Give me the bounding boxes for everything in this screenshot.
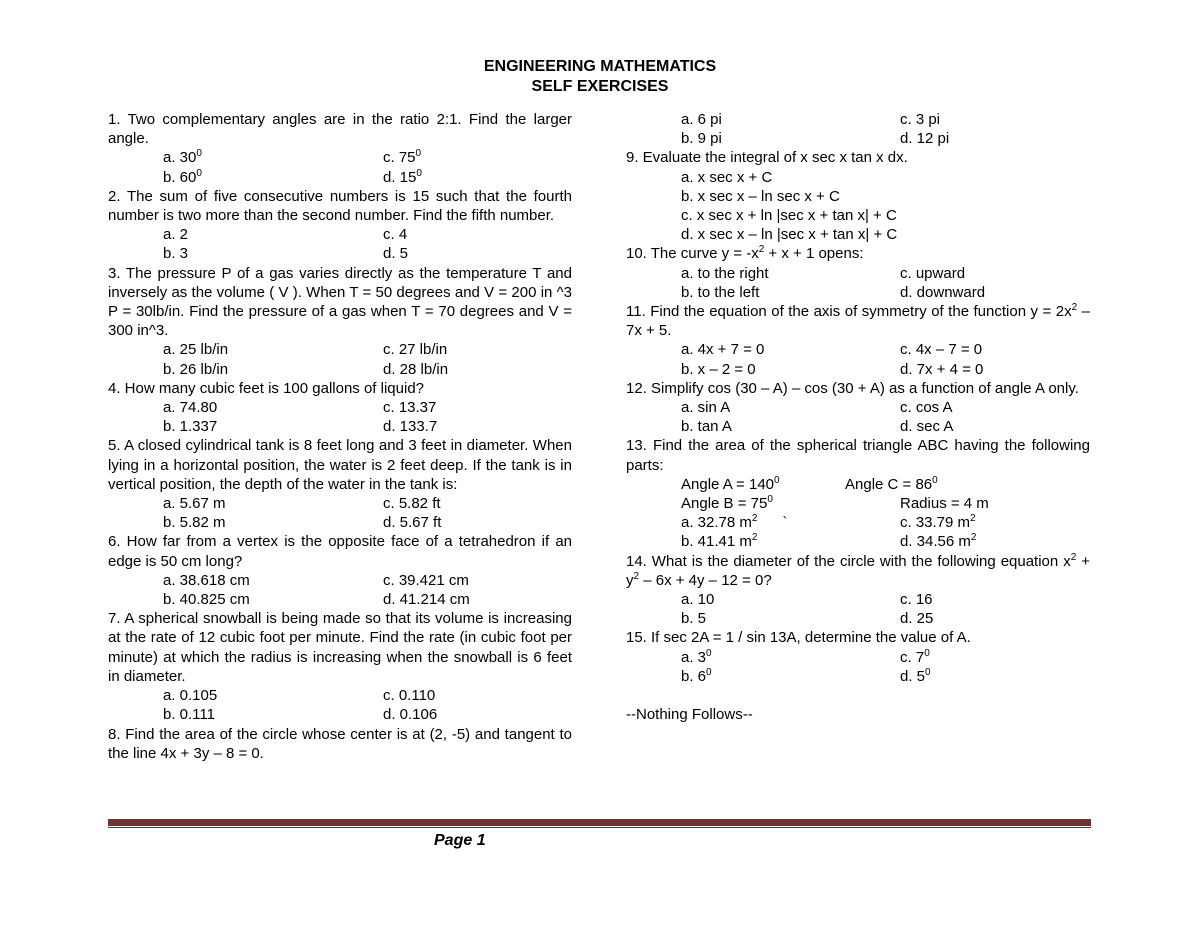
option-c[interactable]: c. 4 xyxy=(383,226,408,244)
question-5: 5. A closed cylindrical tank is 8 feet long and 3 feet in diameter. When lying in a horizontal position, the water is 2 feet deep. If the tank is in vertical position, the depth of the water in the tank is: xyxy=(108,437,572,493)
option-a[interactable]: a. 5.67 m xyxy=(163,495,226,513)
option-a[interactable]: a. sin A xyxy=(681,399,731,417)
question-5-options xyxy=(108,494,572,532)
spacer xyxy=(626,686,1090,705)
option-c[interactable]: c. 39.421 cm xyxy=(383,571,469,589)
option-b[interactable]: b. 9 pi xyxy=(681,130,722,148)
option-a[interactable]: a. 32.78 $m^2$ ` xyxy=(681,513,788,532)
question-12: 12. Simplify cos (30 – A) – cos (30 + A) as a function of angle A only. xyxy=(626,379,1079,397)
option-a[interactable]: a. to the right xyxy=(681,264,769,282)
option-c[interactable]: c. 3 pi xyxy=(900,111,941,128)
option-c[interactable]: c. x sec x + ln |sec x + tan x| + C xyxy=(681,207,897,225)
option-c[interactable]: c. upward xyxy=(900,264,966,282)
option-d[interactable]: d. 7x + 4 = 0 xyxy=(900,360,984,378)
question-3: 3. The pressure P of a gas varies directly as the temperature T and inversely as the volume ( V ). When T = 50 degrees and V = 200 in ^3 P = 30lb/in. Find the pressure of a gas when T = 70 degrees and V = 300 in^3. xyxy=(108,264,572,340)
option-d[interactable]: d. $15^0$ xyxy=(383,167,422,186)
footer-divider xyxy=(108,819,1091,826)
option-b[interactable]: b. to the left xyxy=(681,283,760,301)
question-14-options xyxy=(626,590,1090,628)
left-column xyxy=(108,110,572,763)
option-b[interactable]: b. 3 xyxy=(163,245,189,263)
option-a[interactable]: a. x sec x + C xyxy=(681,168,773,186)
question-10: 10. The curve $y = -x^2 + x + 1$ opens: xyxy=(626,244,864,263)
option-d[interactable]: d. 28 lb/in xyxy=(383,360,449,378)
option-c[interactable]: c. 33.79 $m^2$ xyxy=(900,513,976,532)
option-c[interactable]: c. 16 xyxy=(900,591,933,609)
option-d[interactable]: d. sec A xyxy=(900,418,954,436)
question-11: 11. Find the equation of the axis of symmetry of the function $y = 2x^2 - 7x + 5$. xyxy=(626,302,1090,340)
option-b[interactable]: b. $6^0$ xyxy=(681,666,712,685)
page-number: Page 1 xyxy=(434,832,486,849)
option-c[interactable]: c. 27 lb/in xyxy=(383,341,448,359)
question-15: 15. If sec 2A = 1 / sin 13A, determine the value of A. xyxy=(626,629,971,647)
radius: Radius = 4 m xyxy=(900,495,989,513)
end-marker: --Nothing Follows-- xyxy=(626,706,753,724)
question-4: 4. How many cubic feet is 100 gallons of liquid? xyxy=(108,379,425,397)
question-15-options xyxy=(626,648,1090,686)
question-4-options xyxy=(108,398,572,436)
question-12-options xyxy=(626,398,1090,436)
option-d[interactable]: d. 5.67 ft xyxy=(383,514,442,532)
option-d[interactable]: d. 12 pi xyxy=(900,130,950,148)
option-a[interactable]: a. 6 pi xyxy=(681,111,722,128)
option-a[interactable]: a. 10 xyxy=(681,591,715,609)
option-b[interactable]: b. 0.111 xyxy=(163,706,215,724)
angle-c: Angle $C = 86^0$ xyxy=(845,474,938,493)
angle-a: Angle $A = 140^0$ xyxy=(681,474,780,493)
option-d[interactable]: d. x sec x – ln |sec x + tan x| + C xyxy=(681,226,898,244)
option-a[interactable]: a. 74.80 xyxy=(163,399,218,417)
option-a[interactable]: a. $30^0$ xyxy=(163,148,202,167)
option-b[interactable]: b. 26 lb/in xyxy=(163,360,229,378)
question-2: 2. The sum of five consecutive numbers is 15 such that the fourth number is two more than the second number. Find the fifth number. xyxy=(108,187,572,225)
question-2-options xyxy=(108,225,572,263)
option-c[interactable]: c. 4x – 7 = 0 xyxy=(900,341,983,359)
option-b[interactable]: b. 5 xyxy=(681,610,707,628)
option-a[interactable]: a. 25 lb/in xyxy=(163,341,229,359)
option-b[interactable]: b. $60^0$ xyxy=(163,167,202,186)
option-b[interactable]: b. 5.82 m xyxy=(163,514,226,532)
option-d[interactable]: d. 5 xyxy=(383,245,409,263)
question-13-givens xyxy=(626,475,1090,494)
question-7: 7. A spherical snowball is being made so that its volume is increasing at the rate of 12 cubic foot per minute. Find the rate (in cubic foot per minute) at which the radius is increasing when the snowball is 6 feet in diameter. xyxy=(108,610,572,685)
question-13-givens-2 xyxy=(626,494,1090,513)
question-7-options xyxy=(108,686,572,724)
option-d[interactable]: d. 0.106 xyxy=(383,706,438,724)
option-d[interactable]: d. 34.56 $m^2$ xyxy=(900,532,977,551)
option-d[interactable]: d. 25 xyxy=(900,610,934,628)
question-1: 1. Two complementary angles are in the ratio 2:1. Find the larger angle. xyxy=(108,111,572,148)
question-3-options xyxy=(108,340,572,378)
option-b[interactable]: b. 1.337 xyxy=(163,418,218,436)
option-b[interactable]: b. 41.41 $m^2$ xyxy=(681,532,758,551)
option-c[interactable]: c. 5.82 ft xyxy=(383,495,441,513)
option-b[interactable]: b. 40.825 cm xyxy=(163,591,250,609)
option-d[interactable]: d. 41.214 cm xyxy=(383,591,470,609)
question-9: 9. Evaluate the integral of x sec x tan x dx. xyxy=(626,149,908,167)
option-b[interactable]: b. x – 2 = 0 xyxy=(681,360,756,378)
option-c[interactable]: c. 0.110 xyxy=(383,687,436,705)
question-8-options xyxy=(626,110,1090,148)
question-10-options xyxy=(626,264,1090,302)
option-c[interactable]: c. $75^0$ xyxy=(383,148,422,167)
option-a[interactable]: a. 2 xyxy=(163,226,189,244)
option-a[interactable]: a. $3^0$ xyxy=(681,647,712,666)
option-c[interactable]: c. 13.37 xyxy=(383,399,437,417)
question-8: 8. Find the area of the circle whose center is at (2, -5) and tangent to the line 4x + 3y – 8 = 0. xyxy=(108,725,572,762)
right-column xyxy=(626,110,1090,724)
option-d[interactable]: d. $5^0$ xyxy=(900,666,931,685)
question-1-options xyxy=(108,148,572,186)
option-a[interactable]: a. 4x + 7 = 0 xyxy=(681,341,765,359)
option-c[interactable]: c. $7^0$ xyxy=(900,647,930,666)
option-b[interactable]: b. x sec x – ln sec x + C xyxy=(681,187,840,205)
question-13-options xyxy=(626,513,1090,551)
option-a[interactable]: a. 0.105 xyxy=(163,687,218,705)
footer-divider-thin xyxy=(108,827,1091,828)
question-14: 14. What is the diameter of the circle with the following equation $x^2 + y^2 - 6x + 4y - 12 = 0$? xyxy=(626,551,1090,589)
option-d[interactable]: d. downward xyxy=(900,283,986,301)
option-d[interactable]: d. 133.7 xyxy=(383,418,438,436)
option-c[interactable]: c. cos A xyxy=(900,399,953,417)
document-title: ENGINEERING MATHEMATICS xyxy=(483,58,717,75)
angle-b: Angle $B = 75^0$ xyxy=(681,494,773,513)
document-subtitle: SELF EXERCISES xyxy=(531,78,669,95)
question-11-options xyxy=(626,340,1090,378)
question-6: 6. How far from a vertex is the opposite face of a tetrahedron if an edge is 50 cm long? xyxy=(108,533,572,570)
question-6-options xyxy=(108,571,572,609)
option-a[interactable]: a. 38.618 cm xyxy=(163,571,250,589)
question-13: 13. Find the area of the spherical triangle ABC having the following parts: xyxy=(626,437,1090,474)
option-b[interactable]: b. tan A xyxy=(681,418,732,436)
